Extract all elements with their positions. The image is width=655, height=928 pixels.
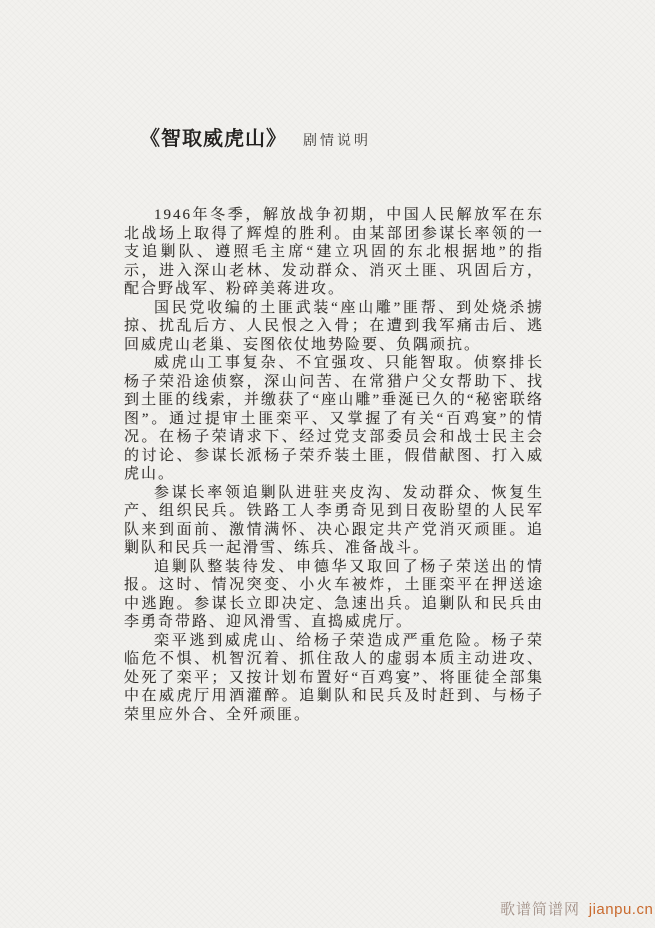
- story-paragraph: 威虎山工事复杂、不宜强攻、只能智取。侦察排长杨子荣沿途侦察，深山问苦、在常猎户父女帮助下、找到土匪的线索，并缴获了“座山雕”垂涎已久的“秘密联络图”。通过提审土匪栾平、又掌握了有关“百鸡宴”的情况。在杨子荣请求下、经过党支部委员会和战士民主会的讨论、参谋长派杨子荣乔装土匪，假借献图、打入威虎山。: [124, 355, 544, 482]
- title-row: [140, 122, 371, 151]
- page-subtitle: 剧情说明: [303, 134, 371, 149]
- story-paragraph: 1946年冬季，解放战争初期，中国人民解放军在东北战场上取得了辉煌的胜利。由某部团参谋长率领的一支追剿队、遵照毛主席“建立巩固的东北根据地”的指示，进入深山老林、发动群众、消灭土匪、巩固后方，配合野战军、粉碎美蒋进攻。: [124, 207, 544, 297]
- watermark: [500, 898, 653, 919]
- story-paragraph: 栾平逃到威虎山、给杨子荣造成严重危险。杨子荣临危不惧、机智沉着、抓住敌人的虚弱本质主动进攻、处死了栾平；又按计划布置好“百鸡宴”、将匪徒全部集中在威虎厅用酒灌醉。追剿队和民兵及时赶到、与杨子荣里应外合、全歼顽匪。: [124, 632, 544, 723]
- story-paragraph: 国民党收编的土匪武装“座山雕”匪帮、到处烧杀掳掠、扰乱后方、人民恨之入骨；在遭到我军痛击后、逃回威虎山老巢、妄图依仗地势险要、负隅顽抗。: [124, 299, 544, 353]
- watermark-site-url: jianpu.cn: [588, 901, 654, 918]
- page-title: 《智取威虎山》: [140, 128, 287, 150]
- watermark-site-name: 歌谱简谱网: [500, 902, 581, 918]
- story-paragraph: 追剿队整装待发、申德华又取回了杨子荣送出的情报。这时、情况突变、小火车被炸，土匪栾平在押送途中逃跑。参谋长立即决定、急速出兵。追剿队和民兵由李勇奇带路、迎风滑雪、直捣威虎厅。: [124, 558, 544, 630]
- story-paragraph: 参谋长率领追剿队进驻夹皮沟、发动群众、恢复生产、组织民兵。铁路工人李勇奇见到日夜盼望的人民军队来到面前、激情满怀、决心跟定共产党消灭顽匪。追剿队和民兵一起滑雪、练兵、准备战斗。: [124, 484, 544, 556]
- plot-summary-text: [124, 206, 544, 724]
